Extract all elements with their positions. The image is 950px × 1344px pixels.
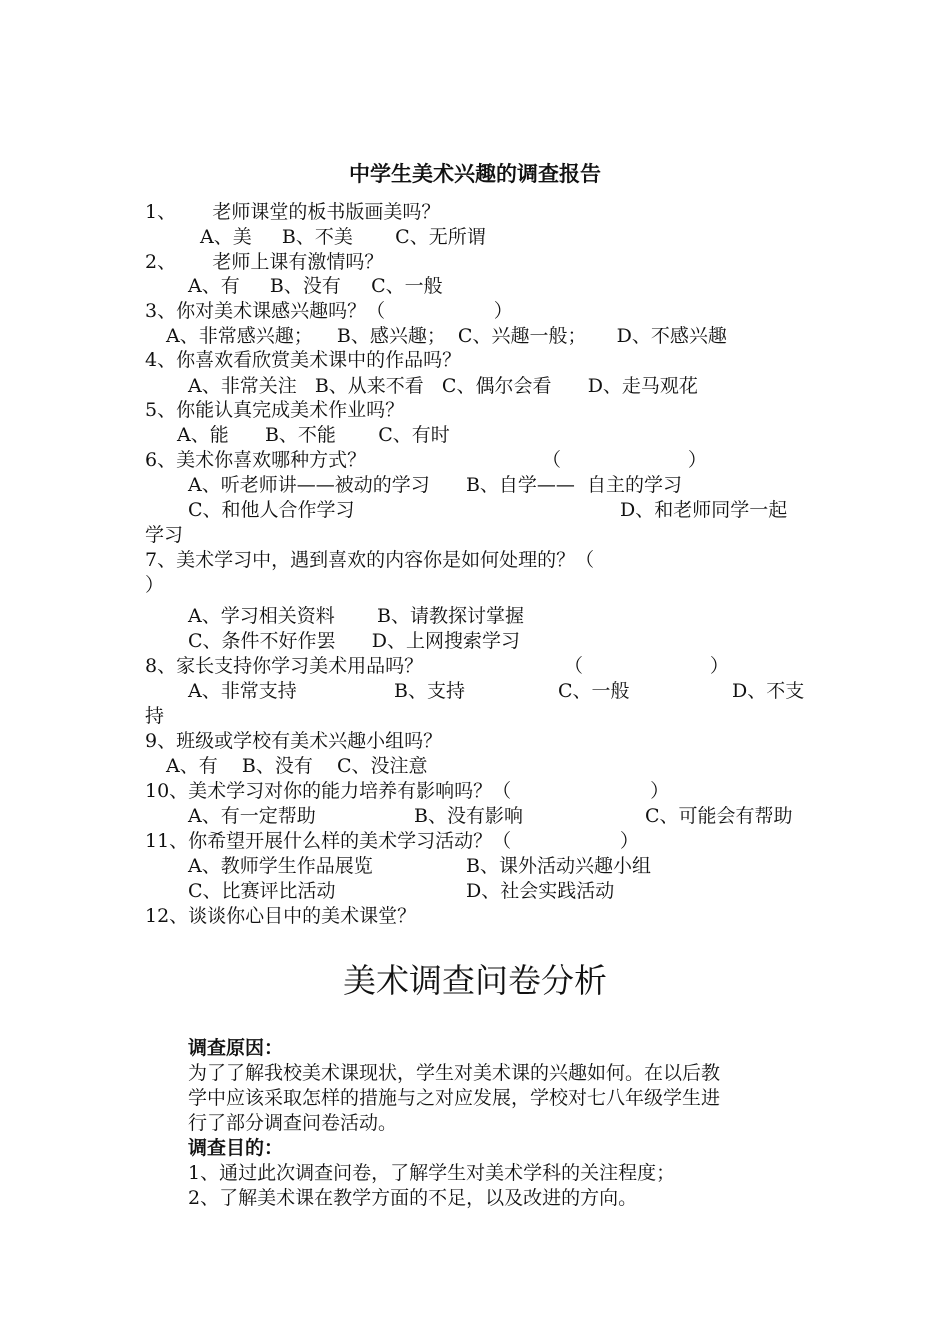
answer-option-8a: A、非常支持 <box>188 680 297 702</box>
answer-options-6d: 学习 <box>145 524 184 546</box>
question-11: 11、你希望开展什么样的美术学习活动？（ ） <box>145 830 639 852</box>
goal-line-1: 1、通过此次调查问卷，了解学生对美术学科的关注程度； <box>188 1162 676 1184</box>
answer-option-10a: A、有一定帮助 <box>188 805 316 827</box>
answer-options-6a: A、听老师讲——被动的学习 B、自学—— 自主的学习 <box>188 474 683 496</box>
reason-line-2: 学中应该采取怎样的措施与之对应发展，学校对七八年级学生进 <box>188 1087 721 1109</box>
answer-option-8d: D、不支 <box>732 680 805 702</box>
answer-blank-8: （ ） <box>564 655 729 677</box>
question-3: 3、你对美术课感兴趣吗？（ ） <box>145 300 513 322</box>
question-6: 6、美术你喜欢哪种方式？ <box>145 449 367 471</box>
answer-option-11d: D、社会实践活动 <box>466 880 615 902</box>
answer-blank-6: （ ） <box>542 449 707 471</box>
question-4: 4、你喜欢看欣赏美术课中的作品吗？ <box>145 349 462 371</box>
answer-options-6c: D、和老师同学一起 <box>620 499 788 521</box>
answer-option-11c: C、比赛评比活动 <box>188 880 336 902</box>
goal-line-2: 2、了解美术课在教学方面的不足，以及改进的方向。 <box>188 1187 638 1209</box>
answer-blank-7: ） <box>145 574 165 596</box>
answer-options-1: A、美 B、不美 C、无所谓 <box>200 226 486 248</box>
question-12: 12、谈谈你心目中的美术课堂？ <box>145 905 417 927</box>
question-5: 5、你能认真完成美术作业吗？ <box>145 399 405 421</box>
answer-options-3: A、非常感兴趣； B、感兴趣； C、兴趣一般； D、不感兴趣 <box>166 325 727 347</box>
answer-options-9: A、有 B、没有 C、没注意 <box>166 755 428 777</box>
answer-options-7b: C、条件不好作罢 D、上网搜索学习 <box>188 630 521 652</box>
goal-heading: 调查目的： <box>188 1137 284 1159</box>
answer-options-2: A、有 B、没有 C、一般 <box>188 275 443 297</box>
question-8: 8、家长支持你学习美术用品吗？ <box>145 655 424 677</box>
answer-option-10b: B、没有影响 <box>414 805 523 827</box>
question-10: 10、美术学习对你的能力培养有影响吗？（ ） <box>145 780 670 802</box>
answer-options-7a: A、学习相关资料 B、请教探讨掌握 <box>188 605 524 627</box>
question-9: 9、班级或学校有美术兴趣小组吗？ <box>145 730 443 752</box>
answer-options-6b: C、和他人合作学习 <box>188 499 355 521</box>
reason-line-1: 为了了解我校美术课现状，学生对美术课的兴趣如何。在以后教 <box>188 1062 721 1084</box>
reason-line-3: 行了部分调查问卷活动。 <box>188 1112 398 1134</box>
question-7: 7、美术学习中，遇到喜欢的内容你是如何处理的？（ <box>145 549 595 571</box>
answer-option-8d-cont: 持 <box>145 705 165 727</box>
survey-title: 中学生美术兴趣的调查报告 <box>349 162 601 186</box>
answer-option-11b: B、课外活动兴趣小组 <box>466 855 651 877</box>
answer-options-5: A、能 B、不能 C、有时 <box>177 424 450 446</box>
answer-option-8c: C、一般 <box>558 680 630 702</box>
question-1: 1、 老师课堂的板书版画美吗？ <box>145 201 441 223</box>
question-2: 2、 老师上课有激情吗？ <box>145 251 384 273</box>
reason-heading: 调查原因： <box>188 1037 284 1059</box>
answer-option-10c: C、可能会有帮助 <box>645 805 793 827</box>
answer-options-4: A、非常关注 B、从来不看 C、偶尔会看 D、走马观花 <box>188 375 698 397</box>
answer-option-8b: B、支持 <box>394 680 465 702</box>
answer-option-11a: A、教师学生作品展览 <box>188 855 373 877</box>
analysis-title: 美术调查问卷分析 <box>343 961 607 1000</box>
